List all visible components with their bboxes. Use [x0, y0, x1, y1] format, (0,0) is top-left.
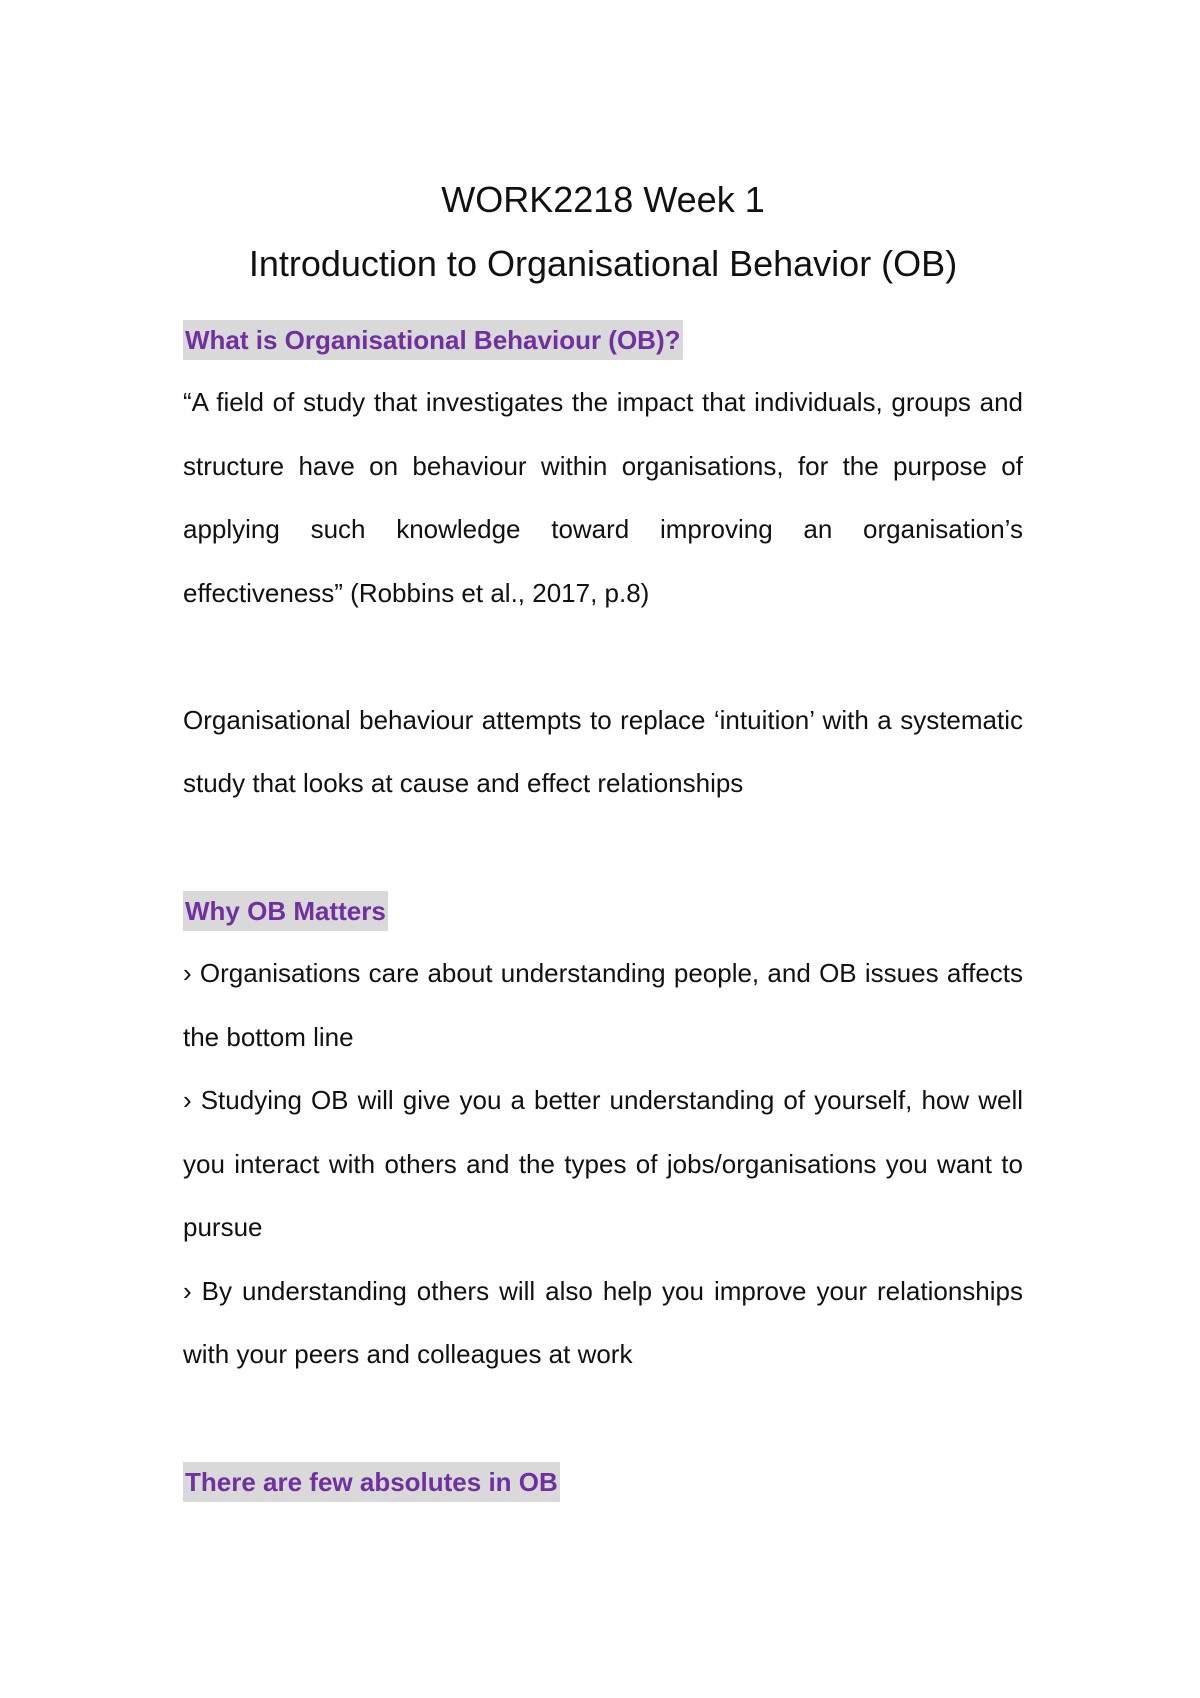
title-topic: Introduction to Organisational Behavior (OB) [248, 243, 958, 284]
heading-few-absolutes: There are few absolutes in OB [183, 1462, 560, 1502]
heading-why-ob-matters: Why OB Matters [183, 891, 388, 931]
title-course-week: WORK2218 Week 1 [441, 179, 765, 220]
document-content [183, 168, 1023, 1513]
bullet-studying-ob: › Studying OB will give you a better understanding of yourself, how well you interact with others and the types of jobs/organisations you want to pursue [183, 1085, 1023, 1242]
ob-definition-quote: “A field of study that investigates the impact that individuals, groups and structure have on behaviour within organisations, for the purpose of applying such knowledge toward improving an organisation’s effectiveness” (Robbins et al., 2017, p.8) [183, 387, 1023, 608]
heading-what-is-ob: What is Organisational Behaviour (OB)? [183, 320, 683, 360]
bullet-understanding-others: › By understanding others will also help you improve your relationships with your peers and colleagues at work [183, 1275, 1023, 1369]
ob-intuition-paragraph: Organisational behaviour attempts to replace ‘intuition’ with a systematic study that looks at cause and effect relationships [183, 704, 1023, 798]
bullet-organisations-care: › Organisations care about understanding people, and OB issues affects the bottom line [183, 958, 1023, 1052]
